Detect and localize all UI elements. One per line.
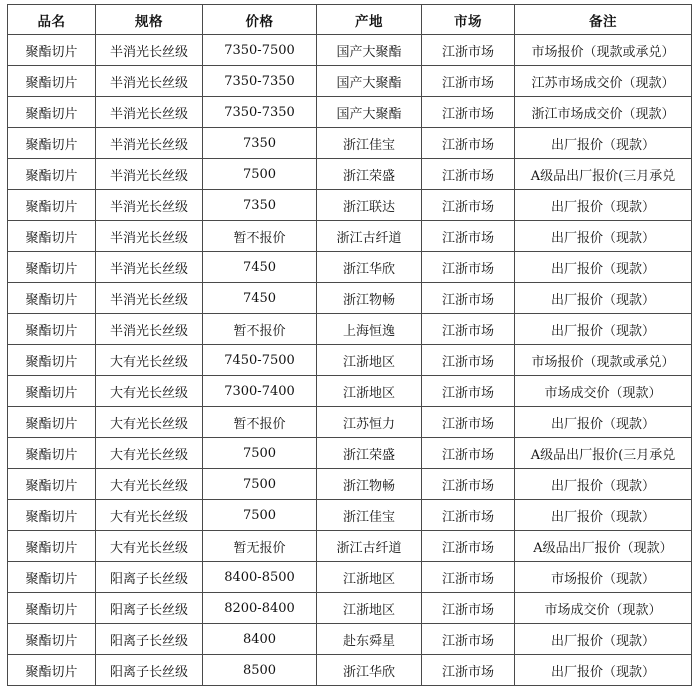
cell-price: 7350 (203, 128, 317, 159)
cell-price: 7450-7500 (203, 345, 317, 376)
cell-specification: 大有光长丝级 (96, 438, 203, 469)
cell-remarks: 出厂报价（现款） (515, 128, 692, 159)
cell-price: 8400 (203, 624, 317, 655)
cell-price: 7450 (203, 252, 317, 283)
cell-remarks: 出厂报价（现款） (515, 500, 692, 531)
cell-price: 7500 (203, 438, 317, 469)
cell-price: 暂不报价 (203, 221, 317, 252)
cell-specification: 半消光长丝级 (96, 283, 203, 314)
cell-remarks: 市场报价（现款） (515, 562, 692, 593)
cell-specification: 半消光长丝级 (96, 314, 203, 345)
cell-product-name: 聚酯切片 (8, 655, 96, 686)
cell-product-name: 聚酯切片 (8, 252, 96, 283)
cell-market: 江浙市场 (422, 35, 515, 66)
cell-price: 暂不报价 (203, 407, 317, 438)
header-row (8, 5, 692, 35)
cell-specification: 大有光长丝级 (96, 376, 203, 407)
cell-market: 江浙市场 (422, 407, 515, 438)
cell-origin: 浙江荣盛 (317, 438, 422, 469)
price-table (7, 4, 692, 686)
cell-market: 江浙市场 (422, 562, 515, 593)
cell-market: 江浙市场 (422, 159, 515, 190)
cell-remarks: 市场报价（现款或承兑） (515, 345, 692, 376)
table-row (8, 252, 692, 283)
cell-specification: 半消光长丝级 (96, 97, 203, 128)
cell-remarks: 市场报价（现款或承兑） (515, 35, 692, 66)
cell-product-name: 聚酯切片 (8, 531, 96, 562)
cell-market: 江浙市场 (422, 97, 515, 128)
cell-product-name: 聚酯切片 (8, 469, 96, 500)
header-specification: 规格 (96, 5, 203, 35)
cell-price: 7350-7350 (203, 66, 317, 97)
table-row (8, 221, 692, 252)
cell-price: 暂无报价 (203, 531, 317, 562)
cell-origin: 上海恒逸 (317, 314, 422, 345)
header-origin: 产地 (317, 5, 422, 35)
cell-product-name: 聚酯切片 (8, 128, 96, 159)
cell-price: 7350-7500 (203, 35, 317, 66)
cell-price: 7500 (203, 159, 317, 190)
cell-price: 8400-8500 (203, 562, 317, 593)
cell-market: 江浙市场 (422, 655, 515, 686)
cell-specification: 半消光长丝级 (96, 35, 203, 66)
cell-price: 8200-8400 (203, 593, 317, 624)
cell-specification: 半消光长丝级 (96, 190, 203, 221)
cell-origin: 浙江华欣 (317, 655, 422, 686)
cell-specification: 大有光长丝级 (96, 469, 203, 500)
cell-specification: 半消光长丝级 (96, 128, 203, 159)
cell-product-name: 聚酯切片 (8, 66, 96, 97)
table-row (8, 128, 692, 159)
cell-market: 江浙市场 (422, 190, 515, 221)
header-product-name: 品名 (8, 5, 96, 35)
cell-price: 7500 (203, 500, 317, 531)
cell-product-name: 聚酯切片 (8, 593, 96, 624)
cell-product-name: 聚酯切片 (8, 562, 96, 593)
cell-origin: 江浙地区 (317, 345, 422, 376)
cell-origin: 浙江物畅 (317, 469, 422, 500)
cell-specification: 阳离子长丝级 (96, 593, 203, 624)
cell-origin: 浙江佳宝 (317, 128, 422, 159)
table-row (8, 624, 692, 655)
cell-product-name: 聚酯切片 (8, 624, 96, 655)
cell-price: 8500 (203, 655, 317, 686)
header-remarks: 备注 (515, 5, 692, 35)
table-row (8, 376, 692, 407)
table-row (8, 190, 692, 221)
cell-specification: 半消光长丝级 (96, 252, 203, 283)
cell-remarks: 市场成交价（现款） (515, 593, 692, 624)
cell-remarks: 江苏市场成交价（现款） (515, 66, 692, 97)
table-row (8, 438, 692, 469)
cell-product-name: 聚酯切片 (8, 438, 96, 469)
cell-remarks: A级品出厂报价(三月承兑 (515, 159, 692, 190)
cell-remarks: 出厂报价（现款） (515, 407, 692, 438)
cell-specification: 大有光长丝级 (96, 345, 203, 376)
cell-market: 江浙市场 (422, 469, 515, 500)
cell-specification: 阳离子长丝级 (96, 624, 203, 655)
cell-product-name: 聚酯切片 (8, 407, 96, 438)
cell-remarks: 出厂报价（现款） (515, 252, 692, 283)
cell-origin: 浙江荣盛 (317, 159, 422, 190)
cell-market: 江浙市场 (422, 624, 515, 655)
cell-remarks: 出厂报价（现款） (515, 655, 692, 686)
table-row (8, 159, 692, 190)
cell-product-name: 聚酯切片 (8, 159, 96, 190)
cell-remarks: 出厂报价（现款） (515, 624, 692, 655)
table-body (8, 35, 692, 686)
cell-remarks: A级品出厂报价（现款） (515, 531, 692, 562)
cell-price: 7450 (203, 283, 317, 314)
cell-origin: 浙江联达 (317, 190, 422, 221)
cell-price: 7300-7400 (203, 376, 317, 407)
cell-remarks: 出厂报价（现款） (515, 283, 692, 314)
cell-price: 7350-7350 (203, 97, 317, 128)
cell-origin: 国产大聚酯 (317, 97, 422, 128)
cell-remarks: 浙江市场成交价（现款） (515, 97, 692, 128)
cell-origin: 浙江物畅 (317, 283, 422, 314)
cell-market: 江浙市场 (422, 66, 515, 97)
table-row (8, 97, 692, 128)
cell-market: 江浙市场 (422, 314, 515, 345)
cell-market: 江浙市场 (422, 128, 515, 159)
cell-origin: 江浙地区 (317, 376, 422, 407)
table-row (8, 500, 692, 531)
cell-origin: 江苏恒力 (317, 407, 422, 438)
cell-product-name: 聚酯切片 (8, 35, 96, 66)
cell-origin: 浙江古纤道 (317, 221, 422, 252)
cell-origin: 江浙地区 (317, 562, 422, 593)
cell-product-name: 聚酯切片 (8, 283, 96, 314)
cell-market: 江浙市场 (422, 438, 515, 469)
cell-origin: 江浙地区 (317, 593, 422, 624)
cell-remarks: 出厂报价（现款） (515, 190, 692, 221)
header-market: 市场 (422, 5, 515, 35)
cell-price: 7350 (203, 190, 317, 221)
cell-product-name: 聚酯切片 (8, 190, 96, 221)
table-row (8, 531, 692, 562)
cell-market: 江浙市场 (422, 345, 515, 376)
cell-remarks: 出厂报价（现款） (515, 314, 692, 345)
cell-remarks: 出厂报价（现款） (515, 221, 692, 252)
cell-specification: 大有光长丝级 (96, 500, 203, 531)
cell-origin: 浙江古纤道 (317, 531, 422, 562)
cell-product-name: 聚酯切片 (8, 500, 96, 531)
cell-origin: 国产大聚酯 (317, 35, 422, 66)
cell-market: 江浙市场 (422, 283, 515, 314)
cell-specification: 阳离子长丝级 (96, 655, 203, 686)
cell-market: 江浙市场 (422, 531, 515, 562)
table-row (8, 314, 692, 345)
table-row (8, 655, 692, 686)
table-row (8, 283, 692, 314)
table-row (8, 593, 692, 624)
header-price: 价格 (203, 5, 317, 35)
cell-origin: 国产大聚酯 (317, 66, 422, 97)
table-row (8, 66, 692, 97)
cell-specification: 大有光长丝级 (96, 531, 203, 562)
cell-origin: 浙江佳宝 (317, 500, 422, 531)
table-row (8, 407, 692, 438)
cell-remarks: A级品出厂报价(三月承兑 (515, 438, 692, 469)
table-row (8, 35, 692, 66)
cell-origin: 赴东舜星 (317, 624, 422, 655)
table-row (8, 345, 692, 376)
cell-specification: 半消光长丝级 (96, 66, 203, 97)
cell-product-name: 聚酯切片 (8, 97, 96, 128)
cell-specification: 半消光长丝级 (96, 221, 203, 252)
cell-product-name: 聚酯切片 (8, 345, 96, 376)
cell-price: 暂不报价 (203, 314, 317, 345)
cell-remarks: 出厂报价（现款） (515, 469, 692, 500)
cell-market: 江浙市场 (422, 593, 515, 624)
cell-market: 江浙市场 (422, 500, 515, 531)
table-row (8, 562, 692, 593)
cell-product-name: 聚酯切片 (8, 314, 96, 345)
cell-product-name: 聚酯切片 (8, 221, 96, 252)
cell-specification: 大有光长丝级 (96, 407, 203, 438)
cell-specification: 阳离子长丝级 (96, 562, 203, 593)
table-row (8, 469, 692, 500)
cell-market: 江浙市场 (422, 376, 515, 407)
cell-product-name: 聚酯切片 (8, 376, 96, 407)
cell-price: 7500 (203, 469, 317, 500)
cell-specification: 半消光长丝级 (96, 159, 203, 190)
cell-market: 江浙市场 (422, 252, 515, 283)
cell-market: 江浙市场 (422, 221, 515, 252)
cell-origin: 浙江华欣 (317, 252, 422, 283)
cell-remarks: 市场成交价（现款） (515, 376, 692, 407)
